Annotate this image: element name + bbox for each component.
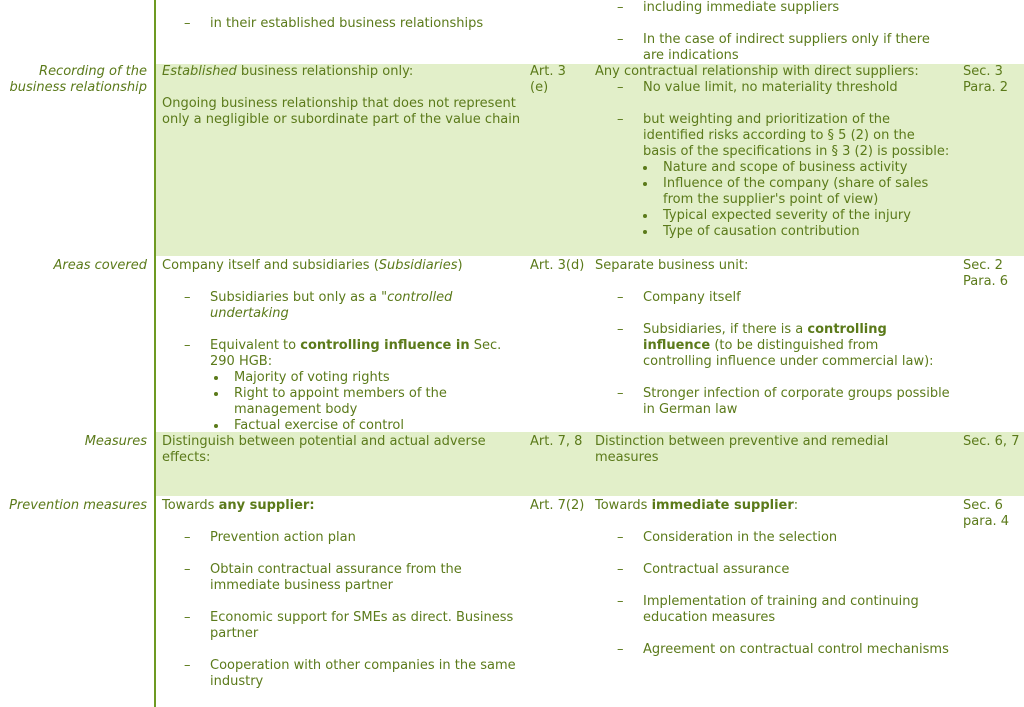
cell-de [595,498,950,658]
list-item: – Obtain contractual assurance from the immediate business partner [162,562,522,594]
cell-heading [162,498,522,514]
heading-text: Towards [595,498,652,513]
column-divider [154,0,156,707]
cell-de-ref: Sec. 6 para. 4 [963,498,1010,529]
list-item: – No value limit, no materiality threshold [595,80,950,96]
bold-text: controlling influence [643,322,887,353]
list-item: – in their established business relationships [162,16,522,32]
heading-text: ) [457,258,463,273]
list-item [162,338,522,370]
cell-heading: Any contractual relationship with direct suppliers: [595,64,919,79]
cell-eu-ref: Art. 3 (e) [530,64,566,95]
bold-text: controlling influence in [300,338,470,353]
list-item: – Prevention action plan [162,530,522,546]
cell-heading [162,64,522,80]
emphasis-text: Subsidiaries [378,258,458,273]
cell-de [595,0,950,64]
list-item: – Company itself [595,290,950,306]
cell-eu [162,258,522,434]
row-label: Areas covered [53,258,147,273]
emphasis-text: Established [162,64,237,79]
list-item [595,322,950,370]
list-item: – Contractual assurance [595,562,950,578]
row-label: Measures [84,434,147,449]
list-item: – Agreement on contractual control mechanisms [595,642,950,658]
heading-text: : [793,498,799,513]
list-item [162,290,522,322]
list-item: – Consideration in the selection [595,530,950,546]
cell-eu [162,16,522,32]
cell-de: Distinction between preventive and remedial measures [595,434,889,465]
row-label: Prevention measures [9,498,147,513]
cell-de-ref: Sec. 6, 7 [963,434,1020,449]
bold-text: any supplier: [218,498,315,513]
cell-eu-ref: Art. 7(2) [530,498,585,513]
cell-de-ref: Sec. 3 Para. 2 [963,64,1009,95]
list-item: – but weighting and prioritization of the identified risks according to § 5 (2) on the basis of the specifications in § 3 (2) is possible: [595,112,950,160]
bullet-item: Majority of voting rights [162,370,522,386]
cell-heading [595,498,950,514]
item-text: Subsidiaries but only as a " [210,290,388,305]
cell-heading: Separate business unit: [595,258,749,273]
cell-eu [162,498,522,690]
list-item: – Economic support for SMEs as direct. Business partner [162,610,522,642]
heading-text: Towards [162,498,219,513]
item-text: Subsidiaries, if there is a [643,322,808,337]
cell-de [595,64,950,240]
heading-text: Company itself and subsidiaries ( [162,258,379,273]
list-item: – Cooperation with other companies in the same industry [162,658,522,690]
list-item: – Stronger infection of corporate groups possible in German law [595,386,950,418]
cell-eu [162,64,522,128]
bold-text: immediate supplier [651,498,794,513]
cell-de [595,258,950,418]
bullet-item: Factual exercise of control [162,418,522,434]
cell-paragraph: Ongoing business relationship that does not represent only a negligible or subordinate part of the value chain [162,96,521,127]
item-text: Equivalent to [210,338,301,353]
bullet-item: Typical expected severity of the injury [595,208,950,224]
item-text: Sec. 290 HGB: [210,338,502,369]
cell-de-ref: Sec. 2 Para. 6 [963,258,1009,289]
cell-heading [162,258,522,274]
list-item: – including immediate suppliers [595,0,950,16]
emphasis-text: controlled undertaking [210,290,453,321]
bullet-item: Right to appoint members of the management body [162,386,522,418]
row-label: Recording of the business relationship [9,64,147,95]
cell-eu-ref: Art. 3(d) [530,258,585,273]
cell-eu-ref: Art. 7, 8 [530,434,583,449]
list-item: – Implementation of training and continuing education measures [595,594,950,626]
cell-eu: Distinguish between potential and actual adverse effects: [162,434,486,465]
bullet-item: Type of causation contribution [595,224,950,240]
item-text: (to be distinguished from controlling influence under commercial law): [643,338,934,369]
bullet-item: Influence of the company (share of sales from the supplier's point of view) [595,176,950,208]
list-item: – In the case of indirect suppliers only if there are indications [595,32,950,64]
bullet-item: Nature and scope of business activity [595,160,950,176]
heading-text: business relationship only: [236,64,414,79]
